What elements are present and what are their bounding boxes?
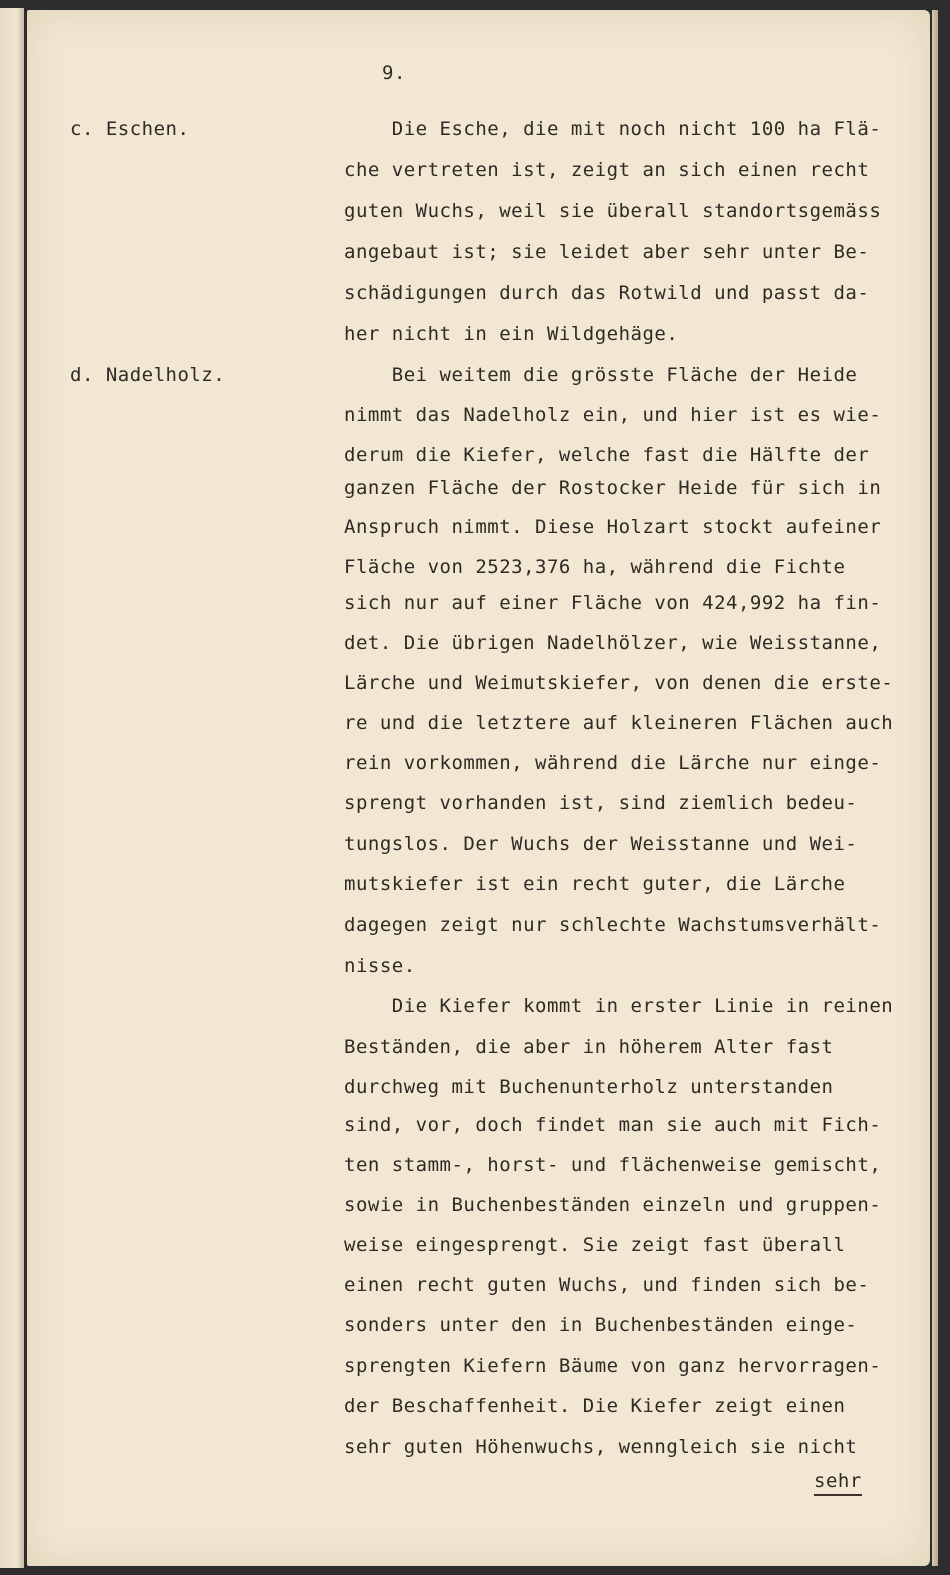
- text-line: mutskiefer ist ein recht guter, die Lärche: [344, 873, 846, 895]
- text-line: Anspruch nimmt. Diese Holzart stockt aufeiner: [344, 516, 882, 538]
- text-line: Lärche und Weimutskiefer, von denen die erste-: [344, 672, 894, 694]
- text-line: guten Wuchs, weil sie überall standortsgemäss: [344, 200, 882, 222]
- text-line: sich nur auf einer Fläche von 424,992 ha fin-: [344, 592, 882, 614]
- text-line: sowie in Buchenbeständen einzeln und gruppen-: [344, 1194, 882, 1216]
- text-line: tungslos. Der Wuchs der Weisstanne und Wei-: [344, 833, 858, 855]
- text-line: durchweg mit Buchenunterholz unterstanden: [344, 1076, 834, 1098]
- text-line: Beständen, die aber in höherem Alter fast: [344, 1036, 834, 1058]
- text-line: einen recht guten Wuchs, und finden sich be-: [344, 1274, 870, 1296]
- text-line: re und die letztere auf kleineren Flächen auch: [344, 712, 894, 734]
- text-line: nisse.: [344, 955, 416, 977]
- text-line: sonders unter den in Buchenbeständen einge-: [344, 1314, 858, 1336]
- text-line: schädigungen durch das Rotwild und passt da-: [344, 282, 870, 304]
- text-line: det. Die übrigen Nadelhölzer, wie Weisstanne,: [344, 632, 882, 654]
- text-line: sprengten Kiefern Bäume von ganz hervorragen-: [344, 1355, 882, 1377]
- text-line: sehr guten Höhenwuchs, wenngleich sie nicht: [344, 1436, 858, 1458]
- text-line: che vertreten ist, zeigt an sich einen recht: [344, 159, 870, 181]
- text-line: der Beschaffenheit. Die Kiefer zeigt einen: [344, 1395, 846, 1417]
- section-heading-eschen: c. Eschen.: [70, 118, 190, 140]
- text-line: ten stamm-, horst- und flächenweise gemischt,: [344, 1154, 882, 1176]
- catchword: sehr: [814, 1470, 862, 1496]
- text-line: derum die Kiefer, welche fast die Hälfte der: [344, 444, 870, 466]
- text-line: ganzen Fläche der Rostocker Heide für sich in: [344, 477, 882, 499]
- page-number: 9.: [382, 62, 406, 84]
- text-line: angebaut ist; sie leidet aber sehr unter Be-: [344, 241, 870, 263]
- text-line: dagegen zeigt nur schlechte Wachstumsverhält-: [344, 914, 882, 936]
- adjacent-page-edge: [0, 8, 24, 1568]
- text-line: Die Esche, die mit noch nicht 100 ha Flä-: [344, 118, 882, 140]
- text-line: weise eingesprengt. Sie zeigt fast überall: [344, 1234, 846, 1256]
- text-line: Fläche von 2523,376 ha, während die Fichte: [344, 556, 846, 578]
- text-line: sind, vor, doch findet man sie auch mit Fich-: [344, 1114, 882, 1136]
- text-line: her nicht in ein Wildgehäge.: [344, 323, 679, 345]
- section-heading-nadelholz: d. Nadelholz.: [70, 364, 226, 386]
- text-line: nimmt das Nadelholz ein, und hier ist es wie-: [344, 404, 882, 426]
- text-line: Die Kiefer kommt in erster Linie in reinen: [344, 995, 894, 1017]
- page-edge-shadow: [932, 10, 938, 1566]
- text-line: rein vorkommen, während die Lärche nur einge-: [344, 752, 882, 774]
- text-line: sprengt vorhanden ist, sind ziemlich bedeu-: [344, 792, 858, 814]
- text-line: Bei weitem die grösste Fläche der Heide: [344, 364, 858, 386]
